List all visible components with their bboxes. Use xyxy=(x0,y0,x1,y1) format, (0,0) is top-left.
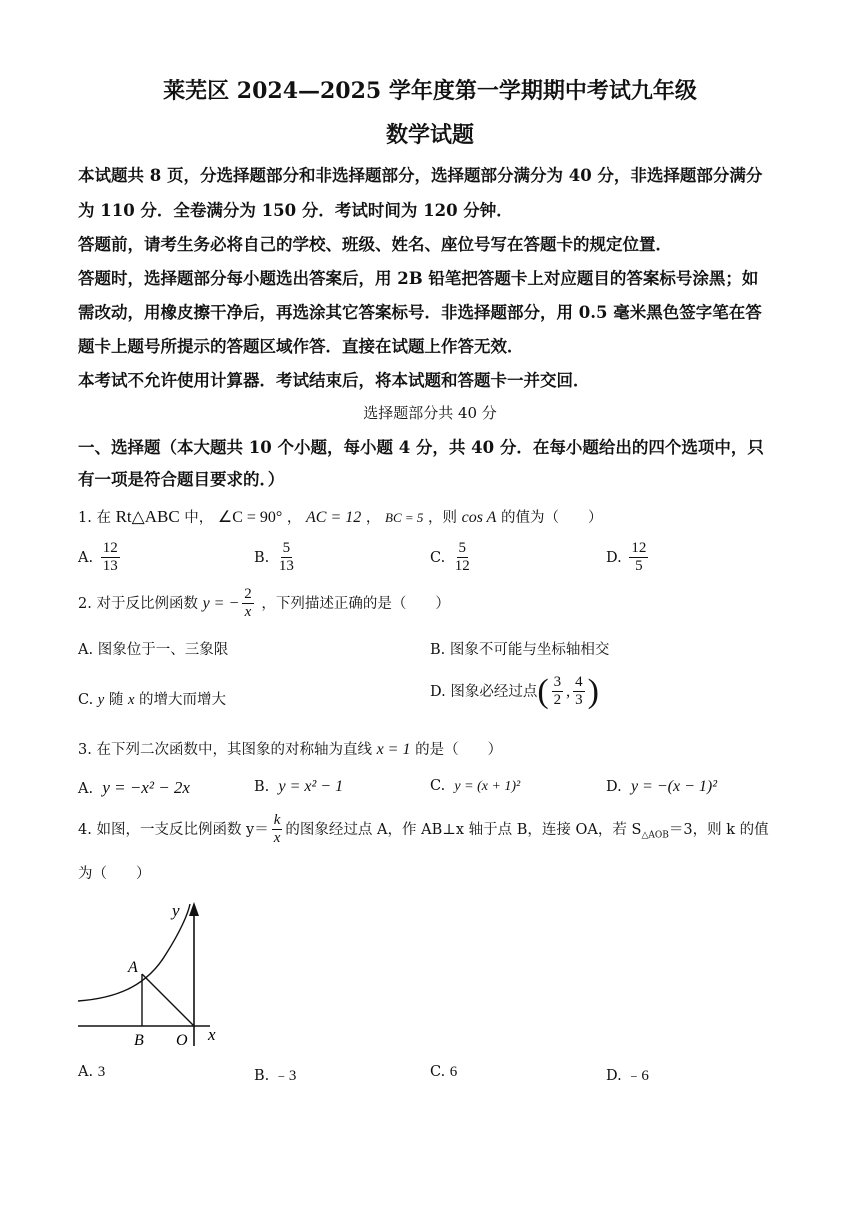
q2-tail: ，下列描述正确的是（ ） xyxy=(261,595,450,612)
q4-tail: 的图象经过点 A，作 AB⊥x 轴于点 B，连接 OA，若 S xyxy=(285,821,642,838)
q4-area-subscript: △AOB xyxy=(641,830,669,841)
q1-option-b-num: 5 xyxy=(281,540,293,558)
q1-option-b-fraction xyxy=(277,540,296,576)
q4-label-x: x xyxy=(208,1025,216,1044)
question-3-stem xyxy=(78,738,502,759)
q4-option-b-value: ﹣3 xyxy=(273,1068,297,1084)
q2-option-c-x: x xyxy=(127,692,135,708)
question-2-stem xyxy=(78,586,450,622)
q3-option-d[interactable] xyxy=(606,778,717,796)
q4-label-a: A xyxy=(128,959,138,976)
q2-option-d-close-paren: ) xyxy=(587,672,599,710)
part-one-line-1: 一、选择题（本大题共 10 个小题，每小题 4 分，共 40 分．在每小题给出的四个选项中，只 xyxy=(78,438,764,457)
q2-function-den: x xyxy=(244,604,252,621)
q4-option-a[interactable] xyxy=(78,1064,105,1081)
q1-tail: 的值为（ ） xyxy=(501,510,603,526)
q4-y-axis-arrow xyxy=(189,902,199,916)
q4-lead: 4. 如图，一支反比例函数 y＝ xyxy=(78,821,269,838)
q4-option-d[interactable] xyxy=(606,1064,649,1085)
q3-stem-a: 3. 在下列二次函数中，其图象的对称轴为直线 xyxy=(78,742,372,758)
q3-stem-b: 的是（ ） xyxy=(415,742,503,758)
q1-option-c-fraction xyxy=(453,540,472,576)
q1-lead: 1. 在 xyxy=(78,510,111,526)
q2-option-d[interactable] xyxy=(430,674,599,710)
q2-function-fraction xyxy=(242,586,254,622)
q1-option-b-label: B. xyxy=(254,549,270,566)
q4-stem-line-2: 为（ ） xyxy=(78,866,151,882)
exam-subtitle: 数学试题 xyxy=(385,122,474,148)
q3-option-c-label: C. xyxy=(430,778,446,794)
q4-figure xyxy=(70,896,240,1052)
q2-option-c-label: C. xyxy=(78,692,94,708)
q3-option-a-label: A. xyxy=(78,781,94,797)
part-one-line-2: 有一项是符合题目要求的．） xyxy=(78,470,285,489)
instruction-line-4: 答题时，选择题部分每小题选出答案后，用 2B 铅笔把答题卡上对应题目的答案标号涂黑；如 xyxy=(78,269,759,288)
q1-option-a-fraction xyxy=(101,540,120,576)
q1-option-c-num: 5 xyxy=(457,540,469,558)
q1-option-c[interactable] xyxy=(430,540,475,576)
q4-label-b: B xyxy=(134,1032,144,1049)
q2-option-d-text: D. 图象必经过点 xyxy=(430,683,538,700)
q1-option-d-num: 12 xyxy=(629,540,648,558)
exam-title: 莱芜区 2024—2025 学年度第一学期期中考试九年级 xyxy=(163,78,697,104)
q1-option-a[interactable] xyxy=(78,540,123,576)
q3-option-c[interactable] xyxy=(430,778,520,795)
q1-cos-a: cos A xyxy=(461,509,497,526)
q2-lead: 2. 对于反比例函数 xyxy=(78,595,198,612)
question-1-stem xyxy=(78,506,603,527)
q1-bc-condition: BC = 5 xyxy=(385,510,424,525)
q4-function-den: x xyxy=(273,830,281,847)
q1-mid1: 中， xyxy=(184,510,214,526)
q1-triangle: Rt△ABC xyxy=(115,507,180,526)
q1-option-b[interactable] xyxy=(254,540,299,576)
q1-angle-condition: ∠C = 90° xyxy=(217,509,283,526)
q1-option-d[interactable] xyxy=(606,540,651,576)
q4-function-fraction xyxy=(272,812,283,848)
q3-option-b[interactable] xyxy=(254,778,343,796)
q2-option-d-frac1 xyxy=(552,674,564,710)
q1-mid2: ，则 xyxy=(428,510,457,526)
instruction-line-6: 题卡上题号所提示的答题区域作答．直接在试题上作答无效． xyxy=(78,337,524,356)
q4-option-c[interactable] xyxy=(430,1064,457,1081)
q1-option-a-den: 13 xyxy=(102,558,118,575)
q4-option-b[interactable] xyxy=(254,1064,296,1085)
q1-option-d-label: D. xyxy=(606,549,622,566)
q2-option-c-y: y xyxy=(97,692,105,708)
q1-option-a-num: 12 xyxy=(101,540,120,558)
q1-option-b-den: 13 xyxy=(278,558,294,575)
q4-label-o: O xyxy=(176,1032,188,1049)
instruction-line-2: 为 110 分．全卷满分为 150 分．考试时间为 120 分钟． xyxy=(78,201,513,220)
q4-tail2: ＝3，则 k 的值 xyxy=(668,821,769,838)
q1-sep2: ， xyxy=(365,510,381,526)
q1-option-d-den: 5 xyxy=(635,558,643,575)
q4-option-c-label: C. xyxy=(430,1064,446,1080)
q1-option-a-label: A. xyxy=(78,549,94,566)
q3-option-d-label: D. xyxy=(606,779,622,795)
instruction-line-7: 本考试不允许使用计算器．考试结束后，将本试题和答题卡一并交回． xyxy=(78,371,590,390)
q3-option-b-expr: y = x² − 1 xyxy=(278,778,344,795)
q2-option-b[interactable]: B. 图象不可能与坐标轴相交 xyxy=(430,642,610,658)
q4-option-b-label: B. xyxy=(254,1068,270,1084)
q4-option-d-label: D. xyxy=(606,1068,622,1084)
q2-option-a[interactable]: A. 图象位于一、三象限 xyxy=(78,642,229,658)
q2-option-d-frac2 xyxy=(573,674,585,710)
q4-option-a-value: 3 xyxy=(97,1064,106,1080)
q2-option-d-d2: 3 xyxy=(575,692,583,709)
q2-option-d-open-paren: ( xyxy=(537,672,549,710)
q2-option-d-n1: 3 xyxy=(552,674,564,692)
instruction-line-1: 本试题共 8 页，分选择题部分和非选择题部分，选择题部分满分为 40 分，非选择题部分满分 xyxy=(78,166,763,185)
q2-option-c-tail: 的增大而增大 xyxy=(139,692,226,708)
question-4-stem xyxy=(78,812,769,848)
section-header: 选择题部分共 40 分 xyxy=(363,404,497,422)
q4-function-num: k xyxy=(272,812,283,830)
q2-function-lhs: y = − xyxy=(202,594,240,612)
q4-option-d-value: ﹣6 xyxy=(626,1068,649,1084)
q1-option-c-label: C. xyxy=(430,549,446,566)
q4-option-a-label: A. xyxy=(78,1064,94,1080)
q3-option-a[interactable] xyxy=(78,778,190,798)
q2-option-d-comma: , xyxy=(566,682,571,700)
q1-ac-condition: AC = 12 xyxy=(306,509,362,526)
q4-segment-oa xyxy=(142,974,194,1026)
q3-stem-eq: x = 1 xyxy=(376,741,411,758)
q3-option-d-expr: y = −(x − 1)² xyxy=(630,778,717,795)
q1-option-d-fraction xyxy=(629,540,648,576)
q2-option-d-n2: 4 xyxy=(573,674,585,692)
q3-option-b-label: B. xyxy=(254,779,270,795)
q2-option-d-d1: 2 xyxy=(553,692,562,709)
q2-option-c[interactable] xyxy=(78,688,226,709)
q3-option-a-expr: y = −x² − 2x xyxy=(102,778,190,797)
instruction-line-5: 需改动，用橡皮擦干净后，再选涂其它答案标号．非选择题部分，用 0.5 毫米黑色签字笔在答 xyxy=(78,303,762,322)
q1-option-c-den: 12 xyxy=(454,558,470,575)
q4-label-y: y xyxy=(172,901,180,920)
q2-option-c-mid: 随 xyxy=(108,692,124,708)
q1-sep1: ， xyxy=(286,510,302,526)
q4-option-c-value: 6 xyxy=(449,1064,458,1080)
q3-option-c-expr: y = (x + 1)² xyxy=(454,779,521,794)
instruction-line-3: 答题前，请考生务必将自己的学校、班级、姓名、座位号写在答题卡的规定位置． xyxy=(78,235,672,254)
q2-function-num: 2 xyxy=(242,586,254,604)
